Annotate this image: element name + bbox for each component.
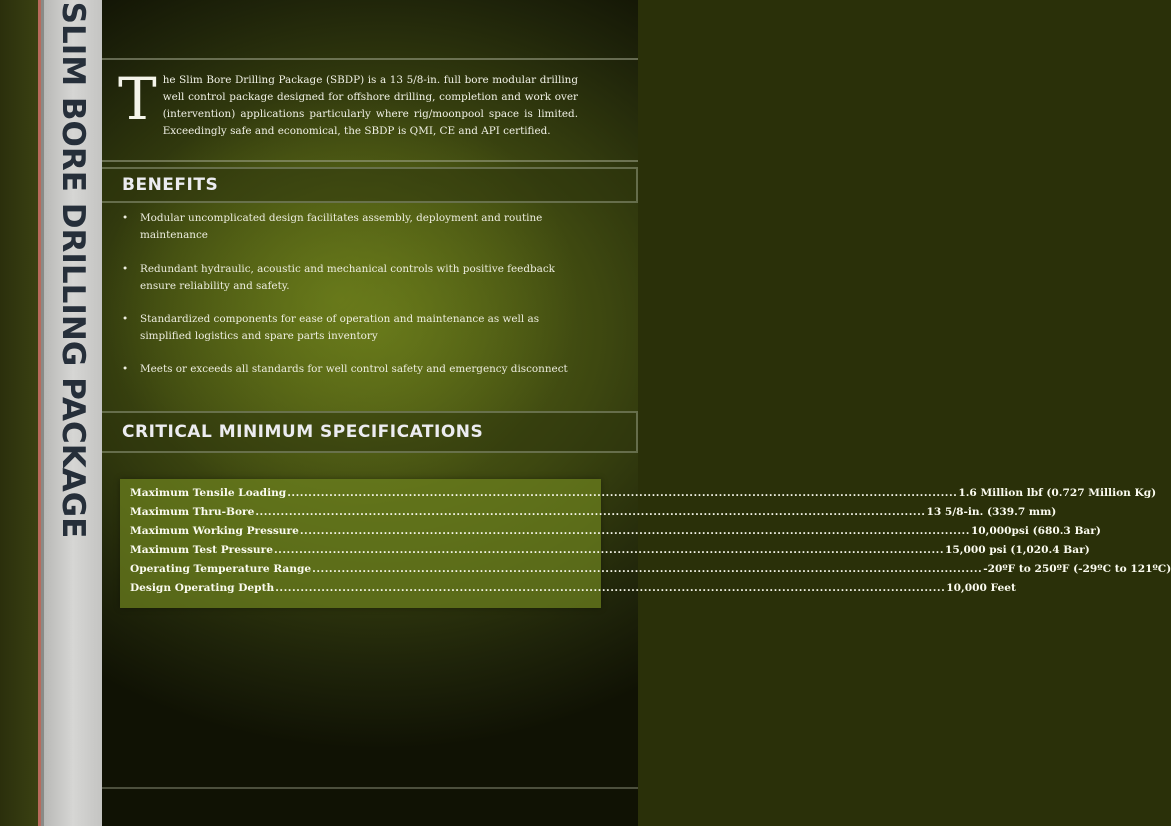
spec-label: Design Operating Depth bbox=[130, 582, 275, 594]
benefits-title: BENEFITS bbox=[122, 175, 219, 195]
spec-value: 10,000psi (680.3 Bar) bbox=[970, 525, 1101, 537]
left-dark-strip bbox=[0, 0, 38, 826]
dot-leader: ................................................................................................................................................................ bbox=[287, 487, 958, 499]
spec-value: -20ºF to 250ºF (-29ºC to 121ºC) bbox=[983, 563, 1171, 575]
specs-header bbox=[102, 411, 638, 453]
spec-value: 15,000 psi (1,020.4 Bar) bbox=[945, 544, 1090, 556]
table-row bbox=[130, 563, 1171, 582]
table-row bbox=[130, 525, 1101, 544]
specs-title: CRITICAL MINIMUM SPECIFICATIONS bbox=[122, 422, 484, 442]
intro-paragraph bbox=[118, 65, 578, 140]
table-row bbox=[130, 544, 1090, 563]
table-row bbox=[130, 582, 1016, 601]
benefits-header bbox=[102, 167, 638, 203]
dot-leader: ................................................................................................................................................................ bbox=[299, 525, 970, 537]
spec-label: Maximum Tensile Loading bbox=[130, 487, 287, 499]
spec-value: 1.6 Million lbf (0.727 Million Kg) bbox=[958, 487, 1157, 499]
benefits-list bbox=[120, 210, 590, 378]
table-row bbox=[130, 487, 1157, 506]
spec-label: Maximum Test Pressure bbox=[130, 544, 273, 556]
bottom-divider bbox=[102, 787, 638, 789]
list-item: • Redundant hydraulic, acoustic and mechanical controls with positive feedback ensure reliability and safety. bbox=[122, 263, 555, 292]
list-item: • Standardized components for ease of operation and maintenance as well as simplified logistics and spare parts inventory bbox=[122, 313, 540, 342]
list-item: • Meets or exceeds all standards for well control safety and emergency disconnect bbox=[120, 361, 590, 378]
spec-label: Maximum Working Pressure bbox=[130, 525, 299, 537]
dot-leader: ................................................................................................................................................................ bbox=[275, 582, 946, 594]
spec-label: Maximum Thru-Bore bbox=[130, 506, 255, 518]
drop-cap: T bbox=[118, 65, 157, 133]
specs-table bbox=[120, 479, 1171, 608]
intro-divider bbox=[102, 160, 638, 162]
vertical-page-title: SLIM BORE DRILLING PACKAGE bbox=[55, 1, 91, 539]
dot-leader: ................................................................................................................................................................ bbox=[312, 563, 983, 575]
bullet-icon: • bbox=[122, 313, 129, 325]
dot-leader: ................................................................................................................................................................ bbox=[255, 506, 926, 518]
list-item: • Modular uncomplicated design facilitates assembly, deployment and routine maintenance bbox=[122, 212, 543, 241]
bullet-icon: • bbox=[122, 363, 129, 375]
top-divider bbox=[102, 58, 638, 60]
dot-leader: ................................................................................................................................................................ bbox=[273, 544, 945, 556]
bullet-icon: • bbox=[122, 263, 129, 275]
spec-value: 13 5/8-in. (339.7 mm) bbox=[926, 506, 1057, 518]
table-row bbox=[130, 506, 1057, 525]
bullet-icon: • bbox=[122, 212, 129, 224]
intro-text: he Slim Bore Drilling Package (SBDP) is a 13 5/8-in. full bore modular drilling well control package designed for offshore drilling, completion and work over (intervention) applications particularly where rig/moonpool space is limited. Exceedingly safe and economical, the SBDP is QMI, CE and API certified. bbox=[162, 74, 578, 137]
spec-value: 10,000 Feet bbox=[946, 582, 1016, 594]
spec-label: Operating Temperature Range bbox=[130, 563, 312, 575]
